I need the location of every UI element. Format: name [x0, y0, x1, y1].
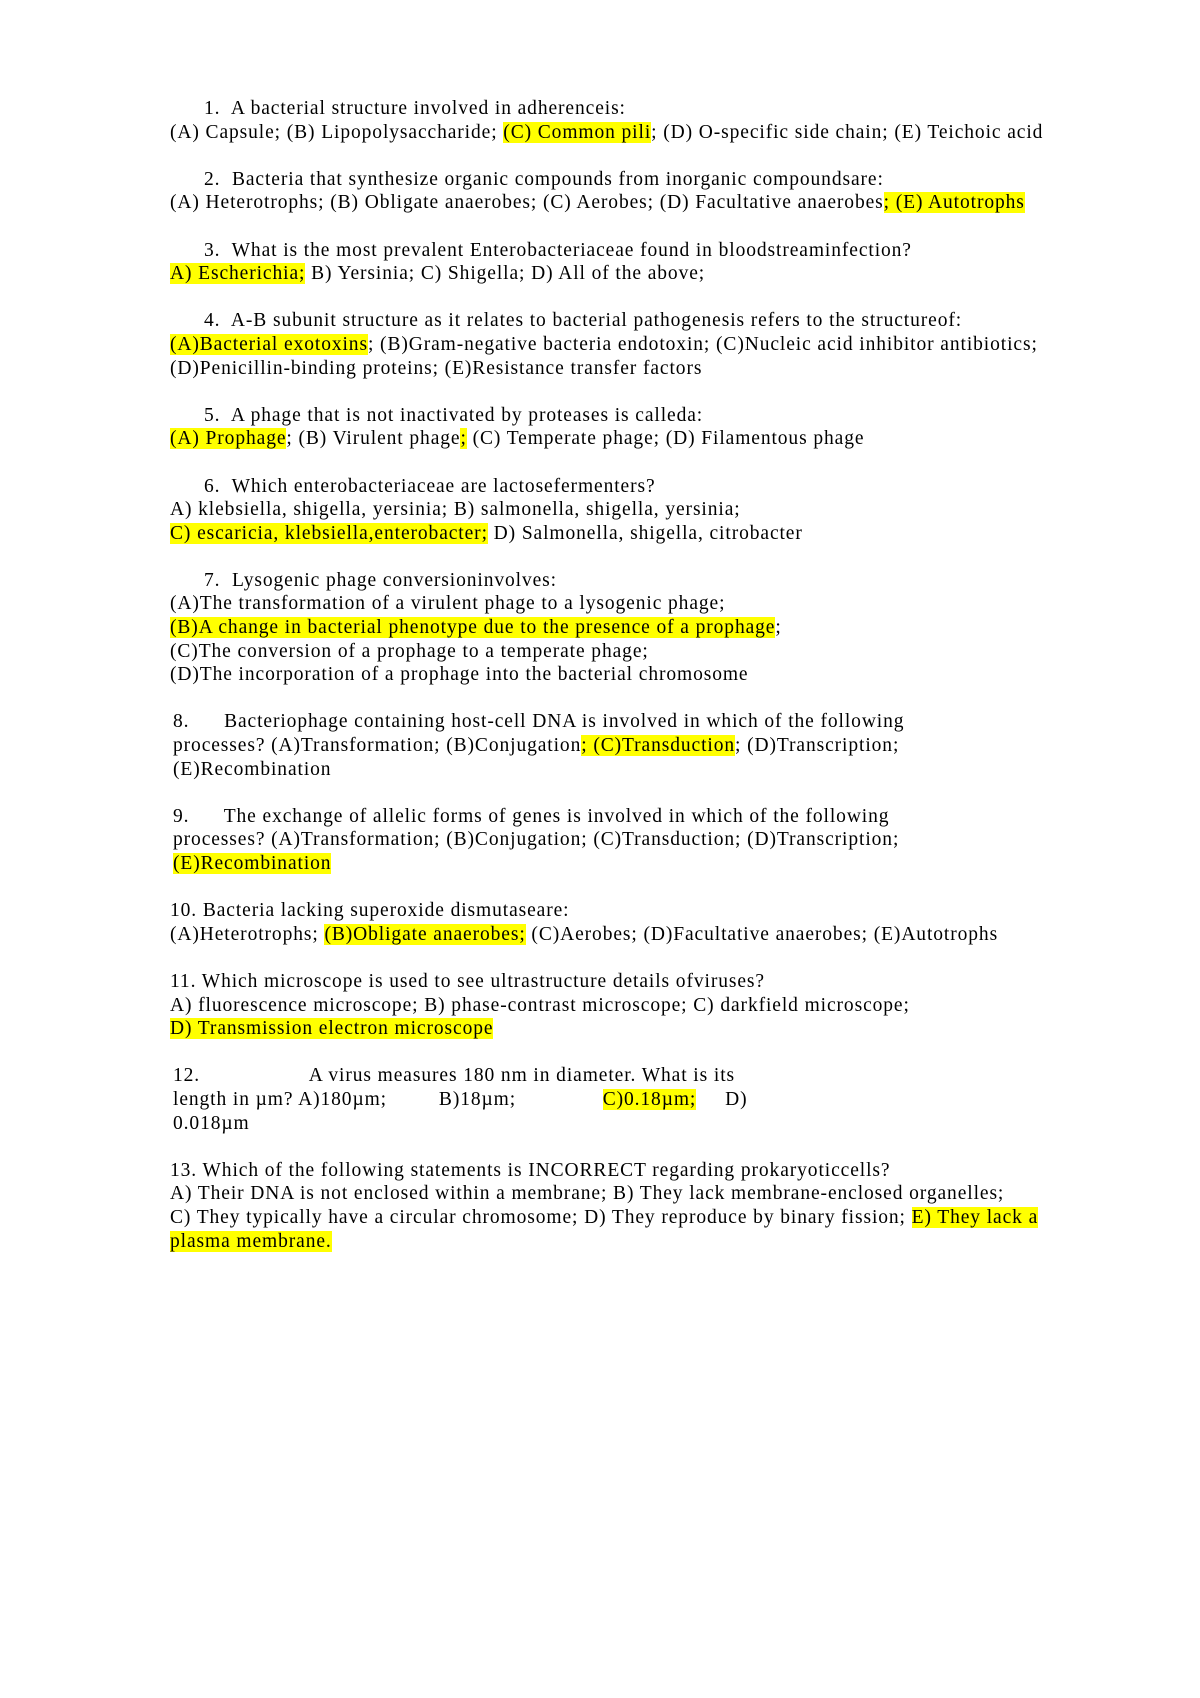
text-segment: D) — [696, 1088, 748, 1110]
answer-options-line — [170, 592, 1070, 616]
text-segment: 7. Lysogenic phage conversioninvolves: — [204, 569, 557, 591]
highlighted-answer: ; — [460, 428, 467, 450]
text-segment: 6. Which enterobacteriaceae are lactosefermenters? — [204, 475, 656, 497]
text-segment: 1. A bacterial structure involved in adherenceis: — [204, 98, 626, 119]
answer-options-line — [170, 1230, 1070, 1254]
text-segment: processes? (A)Transformation; (B)Conjugation; (C)Transduction; (D)Transcription; — [173, 829, 900, 851]
answer-options-line — [170, 1112, 1070, 1136]
question-8 — [170, 710, 1070, 781]
text-segment: ; (B) Virulent phage — [286, 428, 461, 450]
highlighted-answer: A) Escherichia; — [170, 263, 306, 285]
answer-options-line — [170, 1182, 1070, 1206]
answer-options-line — [170, 1206, 1070, 1230]
highlighted-answer: ; (C)Transduction — [581, 735, 736, 757]
question-text — [170, 1064, 1070, 1088]
highlighted-answer: (B)Obligate anaerobes; — [324, 923, 526, 945]
highlighted-answer: (E)Recombination — [173, 853, 332, 874]
text-segment: ; (B)Gram-negative bacteria endotoxin; (C)Nucleic acid inhibitor antibiotics; — [367, 333, 1038, 355]
question-text — [170, 309, 1070, 333]
question-4 — [170, 309, 1070, 380]
question-1 — [170, 97, 1070, 144]
question-6 — [170, 475, 1070, 546]
question-text — [170, 805, 1070, 829]
text-segment: 8. Bacteriophage containing host-cell DNA is involved in which of the following — [173, 711, 905, 733]
highlighted-answer: C) escaricia, klebsiella,enterobacter; — [170, 522, 488, 544]
highlighted-answer: (C) Common pili — [503, 121, 652, 143]
text-segment: 13. Which of the following statements is INCORRECT regarding prokaryoticcells? — [170, 1159, 891, 1181]
text-segment: A) Their DNA is not enclosed within a membrane; B) They lack membrane-enclosed organelles; — [170, 1183, 1005, 1205]
text-segment: 5. A phage that is not inactivated by proteases is calleda: — [204, 404, 704, 426]
answer-options-line — [170, 852, 1070, 876]
question-7 — [170, 569, 1070, 687]
answer-options-line — [170, 640, 1070, 664]
answer-options-line — [170, 994, 1070, 1018]
question-text — [170, 569, 1070, 593]
question-text — [170, 168, 1070, 192]
text-segment: 4. A-B subunit structure as it relates to bacterial pathogenesis refers to the structureof: — [204, 310, 963, 332]
highlighted-answer: (A) Prophage — [170, 428, 287, 450]
answer-options-line — [170, 734, 1070, 758]
text-segment: (A) Capsule; (B) Lipopolysaccharide; — [170, 121, 504, 143]
answer-options-line — [170, 828, 1070, 852]
text-segment: ; (D) O-specific side chain; (E) Teichoic acid — [651, 121, 1044, 143]
text-segment: 10. Bacteria lacking superoxide dismutaseare: — [170, 900, 570, 922]
answer-options-line — [170, 663, 1070, 687]
answer-options-line — [170, 522, 1070, 546]
text-segment: (D)Penicillin-binding proteins; (E)Resistance transfer factors — [170, 357, 703, 379]
question-text — [170, 970, 1070, 994]
answer-options-line — [170, 1088, 1070, 1112]
text-segment: (D)The incorporation of a prophage into the bacterial chromosome — [170, 664, 749, 686]
answer-options-line — [170, 923, 1070, 947]
highlighted-answer: D) Transmission electron microscope — [170, 1018, 494, 1040]
highlighted-answer: ; (E) Autotrophs — [883, 192, 1025, 214]
text-segment: 12. A virus measures 180 nm in diameter. What is its — [173, 1065, 736, 1087]
text-segment: (A)Heterotrophs; — [170, 923, 325, 945]
answer-options-line — [170, 121, 1070, 145]
text-segment: (A) Heterotrophs; (B) Obligate anaerobes; (C) Aerobes; (D) Facultative anaerobes — [170, 192, 884, 214]
highlighted-answer: plasma membrane. — [170, 1230, 332, 1252]
text-segment: 3. What is the most prevalent Enterobacteriaceae found in bloodstreaminfection? — [204, 239, 912, 261]
question-text — [170, 97, 1070, 121]
text-segment: 2. Bacteria that synthesize organic compounds from inorganic compoundsare: — [204, 168, 884, 190]
text-segment: C) They typically have a circular chromosome; D) They reproduce by binary fission; — [170, 1206, 912, 1228]
text-segment: (C)The conversion of a prophage to a temperate phage; — [170, 640, 649, 662]
text-segment: D) Salmonella, shigella, citrobacter — [487, 522, 803, 544]
question-3 — [170, 239, 1070, 286]
text-segment: processes? (A)Transformation; (B)Conjugation — [173, 735, 582, 757]
highlighted-answer: (A)Bacterial exotoxins — [170, 333, 368, 355]
question-text — [170, 475, 1070, 499]
question-9 — [170, 805, 1070, 876]
text-segment: 0.018µm — [173, 1112, 250, 1134]
question-text — [170, 710, 1070, 734]
question-12 — [170, 1064, 1070, 1135]
text-segment: ; (D)Transcription; — [735, 735, 900, 757]
answer-options-line — [170, 191, 1070, 215]
question-2 — [170, 168, 1070, 215]
text-segment: A) fluorescence microscope; B) phase-contrast microscope; C) darkfield microscope; — [170, 994, 910, 1016]
text-segment: B) Yersinia; C) Shigella; D) All of the above; — [305, 263, 706, 285]
question-text — [170, 239, 1070, 263]
text-segment: 11. Which microscope is used to see ultrastructure details ofviruses? — [170, 970, 765, 992]
answer-options-line — [170, 498, 1070, 522]
answer-options-line — [170, 427, 1070, 451]
text-segment: length in µm? A)180µm; B)18µm; — [173, 1088, 603, 1110]
answer-options-line — [170, 357, 1070, 381]
question-text — [170, 899, 1070, 923]
text-segment: (C) Temperate phage; (D) Filamentous phage — [466, 428, 865, 450]
question-10 — [170, 899, 1070, 946]
text-segment: ; — [775, 617, 782, 639]
text-segment: (A)The transformation of a virulent phage to a lysogenic phage; — [170, 593, 726, 615]
text-segment: (E)Recombination — [173, 758, 332, 780]
question-text — [170, 1159, 1070, 1183]
text-segment: 9. The exchange of allelic forms of genes is involved in which of the following — [173, 805, 890, 827]
highlighted-answer: E) They lack a — [911, 1206, 1039, 1228]
text-segment: A) klebsiella, shigella, yersinia; B) salmonella, shigella, yersinia; — [170, 499, 741, 521]
highlighted-answer: C)0.18µm; — [602, 1088, 697, 1110]
answer-options-line — [170, 758, 1070, 782]
answer-options-line — [170, 262, 1070, 286]
question-5 — [170, 404, 1070, 451]
highlighted-answer: (B)A change in bacterial phenotype due to the presence of a prophage — [170, 617, 776, 639]
question-13 — [170, 1159, 1070, 1253]
quiz-document — [170, 97, 1070, 1277]
answer-options-line — [170, 333, 1070, 357]
answer-options-line — [170, 616, 1070, 640]
answer-options-line — [170, 1017, 1070, 1041]
question-11 — [170, 970, 1070, 1041]
question-text — [170, 404, 1070, 428]
text-segment: (C)Aerobes; (D)Facultative anaerobes; (E)Autotrophs — [525, 923, 999, 945]
